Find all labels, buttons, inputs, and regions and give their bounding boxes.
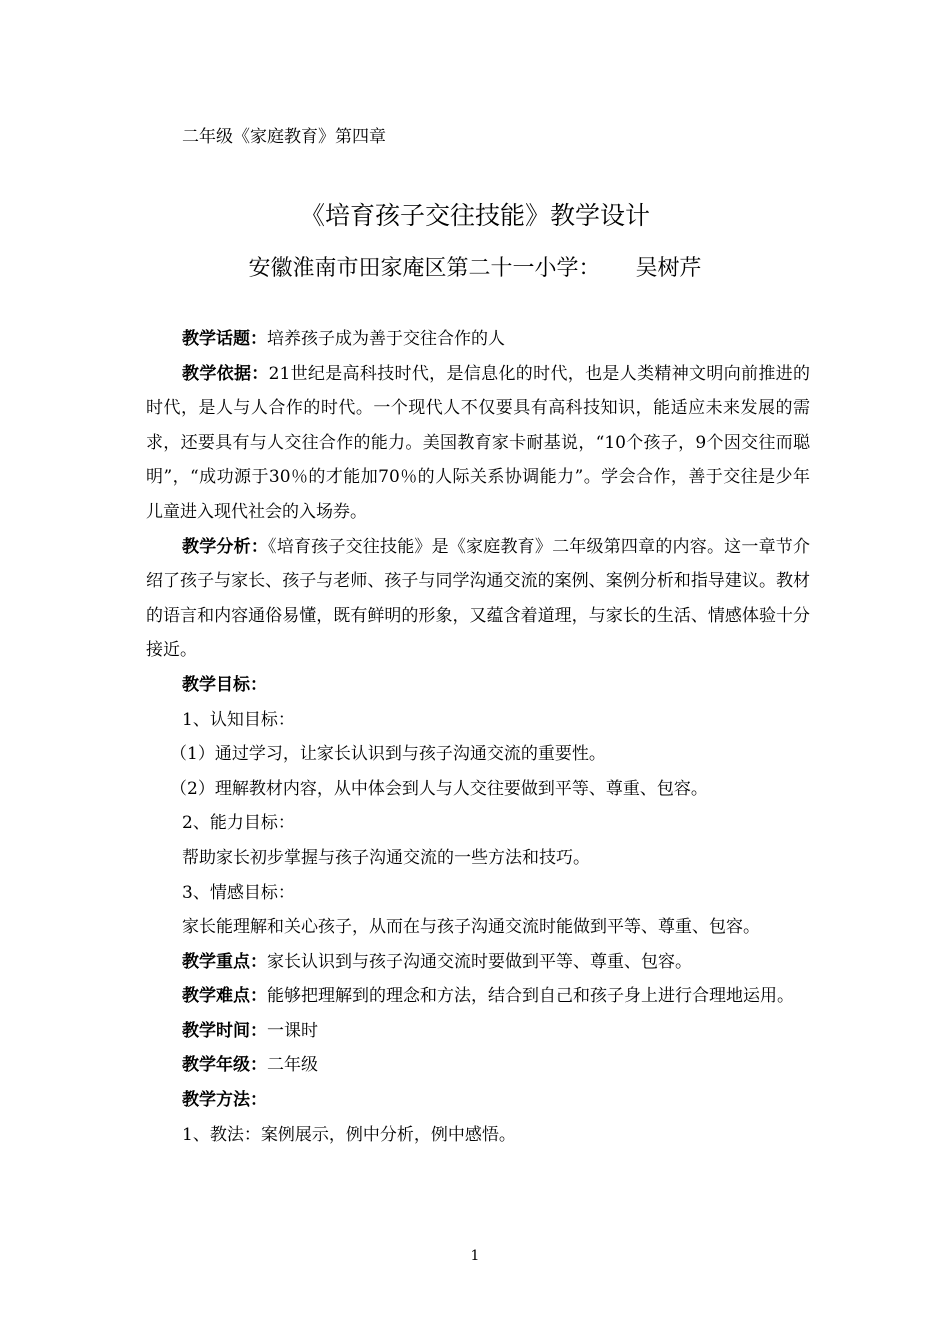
page-number: 1 bbox=[470, 1248, 480, 1264]
difficulty-paragraph bbox=[146, 979, 810, 1014]
analysis-label: 教学分析： bbox=[182, 536, 269, 557]
cognitive-goal-title: 1、认知目标： bbox=[182, 709, 295, 730]
key-point-paragraph bbox=[146, 945, 810, 980]
time-paragraph bbox=[146, 1014, 810, 1049]
teaching-method-text: 1、教法：案例展示，例中分析，例中感悟。 bbox=[182, 1124, 516, 1145]
cognitive-goal-item-2: （2）理解教材内容，从中体会到人与人交往要做到平等、尊重、包容。 bbox=[170, 778, 708, 799]
goals-heading bbox=[146, 668, 810, 703]
difficulty-label: 教学难点： bbox=[182, 986, 267, 1007]
goals-label: 教学目标： bbox=[182, 674, 267, 695]
topic-label: 教学话题： bbox=[182, 329, 267, 349]
time-text: 一课时 bbox=[267, 1020, 318, 1041]
document-body bbox=[146, 322, 810, 1152]
grade-text: 二年级 bbox=[267, 1055, 318, 1076]
difficulty-text: 能够把理解到的理念和方法，结合到自己和孩子身上进行合理地运用。 bbox=[267, 986, 794, 1007]
basis-label: 教学依据： bbox=[182, 363, 269, 384]
analysis-paragraph bbox=[146, 530, 810, 668]
method-heading bbox=[146, 1083, 810, 1118]
course-header: 二年级《家庭教育》第四章 bbox=[182, 127, 386, 147]
cognitive-goal-item-1: （1）通过学习，让家长认识到与孩子沟通交流的重要性。 bbox=[170, 744, 606, 765]
method-label: 教学方法： bbox=[182, 1090, 267, 1111]
grade-paragraph bbox=[146, 1048, 810, 1083]
ability-goal-text: 帮助家长初步掌握与孩子沟通交流的一些方法和技巧。 bbox=[182, 847, 590, 868]
emotion-goal-text: 家长能理解和关心孩子，从而在与孩子沟通交流时能做到平等、尊重、包容。 bbox=[182, 917, 760, 938]
author-line: 安徽淮南市田家庵区第二十一小学： 吴树芹 bbox=[248, 256, 702, 281]
document-title: 《培育孩子交往技能》教学设计 bbox=[299, 201, 650, 230]
ability-goal-title: 2、能力目标： bbox=[182, 813, 295, 834]
topic-paragraph bbox=[146, 322, 810, 357]
basis-text: 21世纪是高科技时代，是信息化的时代，也是人类精神文明向前推进的时代，是人与人合作的时代。一个现代人不仅要具有高科技知识，能适应未来发展的需求，还要具有与人交往合作的能力。美国教育家卡耐基说，“10个孩子，9个因交往而聪明”，“成功源于30％的才能加70％的人际关系协调能力”。学会合作，善于交往是少年儿童进入现代社会的入场券。 bbox=[146, 363, 810, 522]
key-point-text: 家长认识到与孩子沟通交流时要做到平等、尊重、包容。 bbox=[267, 951, 692, 972]
time-label: 教学时间： bbox=[182, 1020, 267, 1041]
analysis-text: 《培育孩子交往技能》是《家庭教育》二年级第四章的内容。这一章节介绍了孩子与家长、孩子与老师、孩子与同学沟通交流的案例、案例分析和指导建议。教材的语言和内容通俗易懂，既有鲜明的形象，又蕴含着道理，与家长的生活、情感体验十分接近。 bbox=[146, 536, 811, 661]
emotion-goal-title: 3、情感目标： bbox=[182, 882, 295, 903]
basis-paragraph bbox=[146, 357, 810, 530]
key-point-label: 教学重点： bbox=[182, 951, 267, 972]
grade-label: 教学年级： bbox=[182, 1055, 267, 1076]
topic-text: 培养孩子成为善于交往合作的人 bbox=[267, 329, 505, 349]
